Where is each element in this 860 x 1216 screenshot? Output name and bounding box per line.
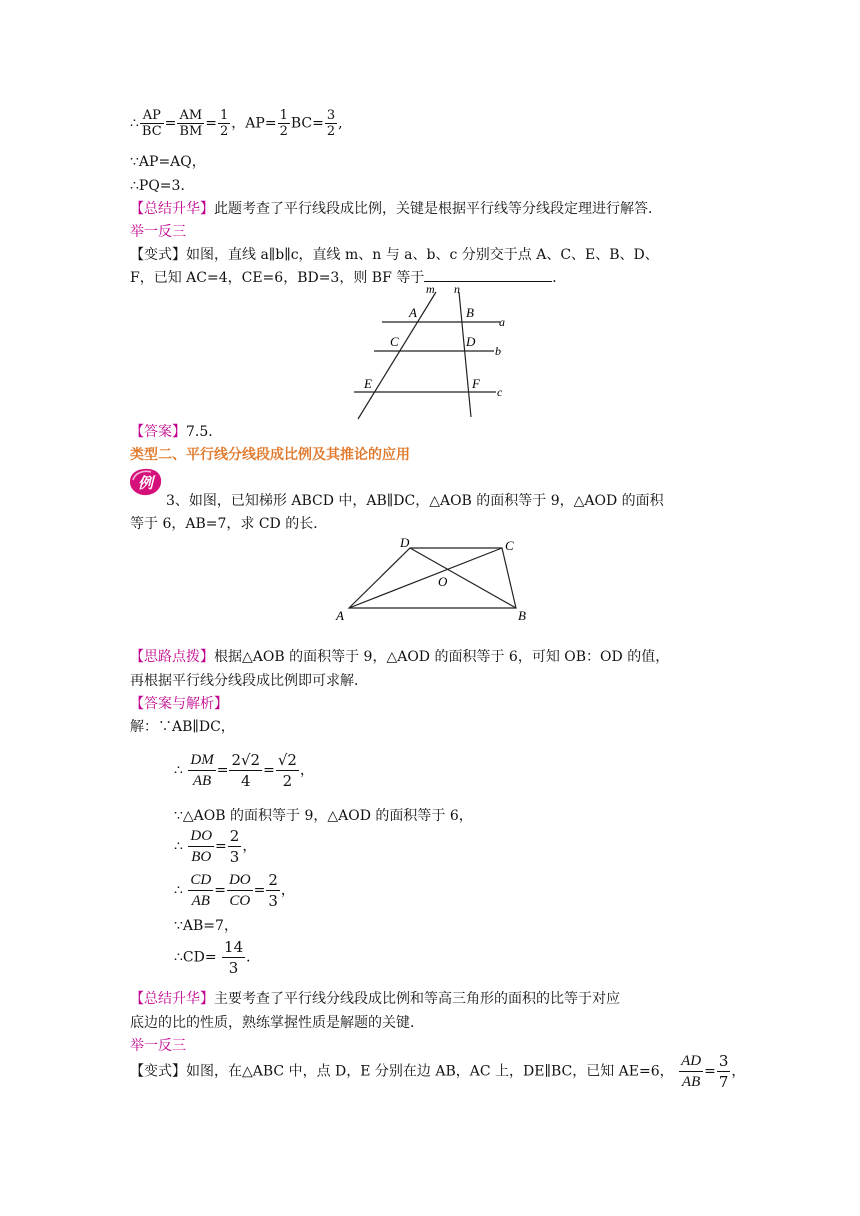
solution-heading: 【答案与解析】 [130, 696, 228, 712]
hint-line1: 【思路点拨】根据△AOB 的面积等于 9，△AOD 的面积等于 6，可知 OB：OD 的值， [130, 649, 670, 665]
practice-heading-1: 举一反三 [130, 224, 186, 240]
ap-aq-line: ∵AP=AQ， [130, 154, 206, 170]
label-b: b [495, 344, 501, 358]
pq-line: ∴PQ=3． [130, 178, 195, 194]
answer-blank [424, 269, 552, 282]
formula-dm-ab: ∴ $\frac{DM}{AB}$ = $\frac{2√2}{4}$ = $\frac{√2}{2}$ ， [174, 751, 314, 790]
label-O: O [438, 574, 448, 589]
label-n: n [454, 282, 460, 296]
summary-2-line1: 【总结升华】主要考查了平行线分线段成比例和等高三角形的面积的比等于对应 [130, 991, 620, 1007]
summary-2-line2: 底边的比的性质，熟练掌握性质是解题的关键． [130, 1015, 424, 1031]
label-D: D [400, 535, 410, 550]
svg-text:例: 例 [138, 474, 154, 492]
solution-intro: 解：∵AB∥DC， [130, 719, 235, 735]
label-a: a [499, 315, 505, 329]
label-m: m [426, 282, 435, 296]
label-c: c [497, 385, 503, 399]
summary-1: 【总结升华】此题考查了平行线段成比例，关键是根据平行线等分线段定理进行解答． [130, 201, 662, 217]
figure-parallel-lines [348, 282, 518, 422]
label-A: A [336, 608, 344, 623]
label-B: B [518, 608, 526, 623]
variant-1-line1: 【变式】如图，直线 a∥b∥c，直线 m、n 与 a、b、c 分别交于点 A、C、E、B、D、 [130, 247, 659, 263]
formula-cd-ab: ∴ $\frac{CD}{AB}$ = $\frac{DO}{CO}$ = $\frac{2}{3}$ ， [174, 871, 295, 910]
formula-cd-result: ∴CD= $\frac{14}{3}$ ． [174, 938, 261, 977]
label-E: E [364, 376, 372, 391]
ab-line: ∵AB=7， [174, 918, 238, 934]
area-line: ∵△AOB 的面积等于 9，△AOD 的面积等于 6， [174, 808, 473, 824]
figure-trapezoid [330, 534, 540, 626]
label-D: D [466, 334, 476, 349]
label-B: B [466, 305, 474, 320]
variant-2: 【变式】如图，在△ABC 中，点 D，E 分别在边 AB，AC 上，DE∥BC，已知 AE=6， $\frac{AD}{AB}$ = $\frac{3}{7}$ ， [130, 1052, 746, 1091]
label-C: C [505, 538, 514, 553]
label-C: C [390, 334, 399, 349]
answer-1: 【答案】7.5. [130, 424, 213, 440]
example-3-line1: 3、如图，已知梯形 ABCD 中，AB∥DC，△AOB 的面积等于 9，△AOD 的面积 [166, 493, 664, 509]
example-badge-icon [127, 467, 163, 497]
label-F: F [472, 376, 480, 391]
formula-ap-bc: ∴ $\frac{AP}{BC}$ = $\frac{AM}{BM}$ = $\frac{1}{2}$ ，AP= $\frac{1}{2}$ BC= $\frac{3}{2}$ , [130, 108, 343, 139]
formula-do-bo: ∴ $\frac{DO}{BO}$ = $\frac{2}{3}$ ， [174, 827, 257, 866]
hint-line2: 再根据平行线分线段成比例即可求解． [130, 673, 368, 689]
practice-heading-2: 举一反三 [130, 1038, 186, 1054]
label-A: A [409, 305, 417, 320]
variant-1-line2: F，已知 AC=4，CE=6，BD=3，则 BF 等于 ． [130, 270, 567, 286]
example-3-line2: 等于 6，AB=7，求 CD 的长． [130, 516, 328, 532]
section-2-heading: 类型二、平行线分线段成比例及其推论的应用 [130, 447, 410, 463]
